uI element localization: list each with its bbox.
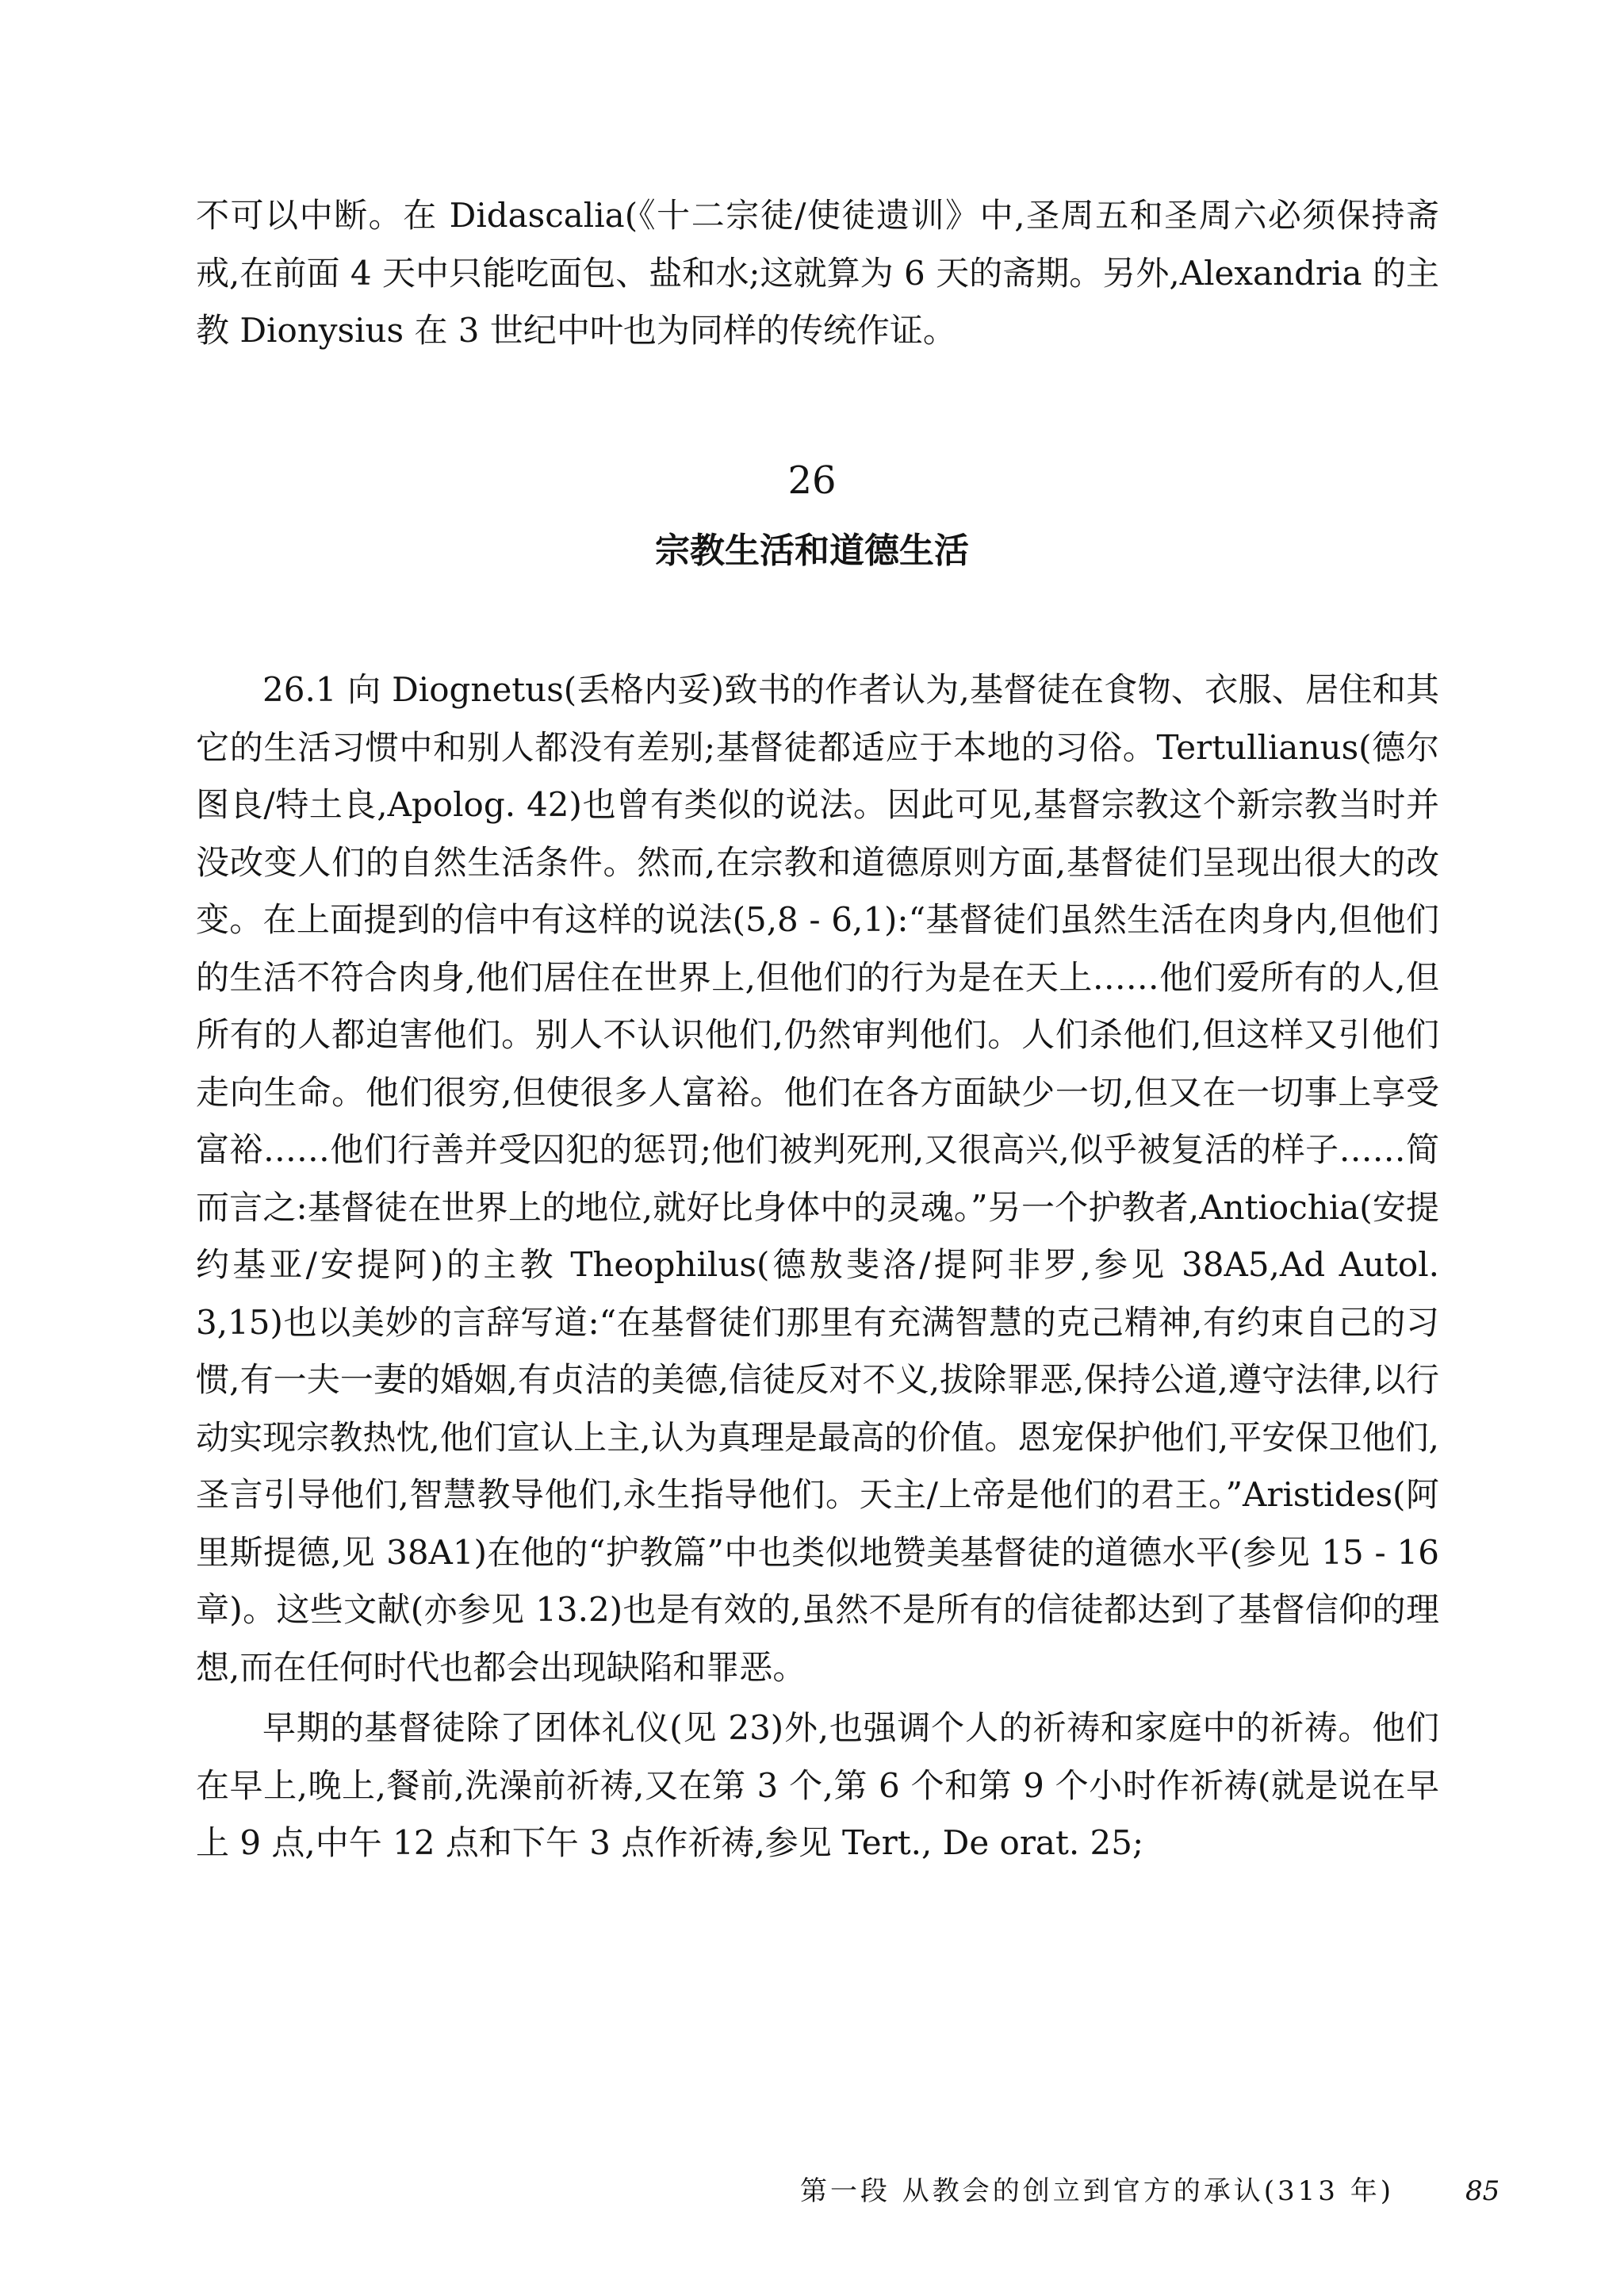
section-body — [196, 661, 1439, 1872]
intro-paragraph — [196, 187, 1439, 360]
section-number: 26 — [787, 458, 837, 503]
page-footer — [0, 2167, 1624, 2215]
paragraph-26-1: 26.1 向 Diognetus(丢格内妥)致书的作者认为,基督徒在食物、衣服、居住和其它的生活习惯中和别人都没有差别;基督徒都适应于本地的习俗。Tertullianus(德尔图良/特土良,Apolog. 42)也曾有类似的说法。因此可见,基督宗教这个新宗教当时并没改变人们的自然生活条件。然而,在宗教和道德原则方面,基督徒们呈现出很大的改变。在上面提到的信中有这样的说法(5,8 - 6,1):“基督徒们虽然生活在肉身内,但他们的生活不符合肉身,他们居住在世界上,但他们的行为是在天上……他们爱所有的人,但所有的人都迫害他们。别人不认识他们,仍然审判他们。人们杀他们,但这样又引他们走向生命。他们很穷,但使很多人富裕。他们在各方面缺少一切,但又在一切事上享受富裕……他们行善并受囚犯的惩罚;他们被判死刑,又很高兴,似乎被复活的样子……简而言之:基督徒在世界上的地位,就好比身体中的灵魂。”另一个护教者,Antiochia(安提约基亚/安提阿)的主教 Theophilus(德敖斐洛/提阿非罗,参见 38A5,Ad Autol. 3,15)也以美妙的言辞写道:“在基督徒们那里有充满智慧的克己精神,有约束自己的习惯,有一夫一妻的婚姻,有贞洁的美德,信徒反对不义,拔除罪恶,保持公道,遵守法律,以行动实现宗教热忱,他们宣认上主,认为真理是最高的价值。恩宠保护他们,平安保卫他们,圣言引导他们,智慧教导他们,永生指导他们。天主/上帝是他们的君王。”Aristides(阿里斯提德,见 38A1)在他的“护教篇”中也类似地赞美基督徒的道德水平(参见 15 - 16章)。这些文献(亦参见 13.2)也是有效的,虽然不是所有的信徒都达到了基督信仰的理想,而在任何时代也都会出现缺陷和罪恶。 — [196, 670, 1439, 1687]
running-head: 第一段 从教会的创立到官方的承认(313 年) — [799, 2175, 1394, 2207]
paragraph-prayer: 早期的基督徒除了团体礼仪(见 23)外,也强调个人的祈祷和家庭中的祈祷。他们在早上,晚上,餐前,洗澡前祈祷,又在第 3 个,第 6 个和第 9 个小时作祈祷(就是说在早上 9 点,中午 12 点和下午 3 点作祈祷,参见 Tert., De orat. 25; — [196, 1708, 1439, 1862]
page-number: 85 — [1465, 2175, 1500, 2207]
intro-text: 不可以中断。在 Didascalia(《十二宗徒/使徒遗训》中,圣周五和圣周六必须保持斋戒,在前面 4 天中只能吃面包、盐和水;这就算为 6 天的斋期。另外,Alexandria 的主教 Dionysius 在 3 世纪中叶也为同样的传统作证。 — [196, 196, 1439, 350]
section-title: 宗教生活和道德生活 — [655, 531, 969, 571]
